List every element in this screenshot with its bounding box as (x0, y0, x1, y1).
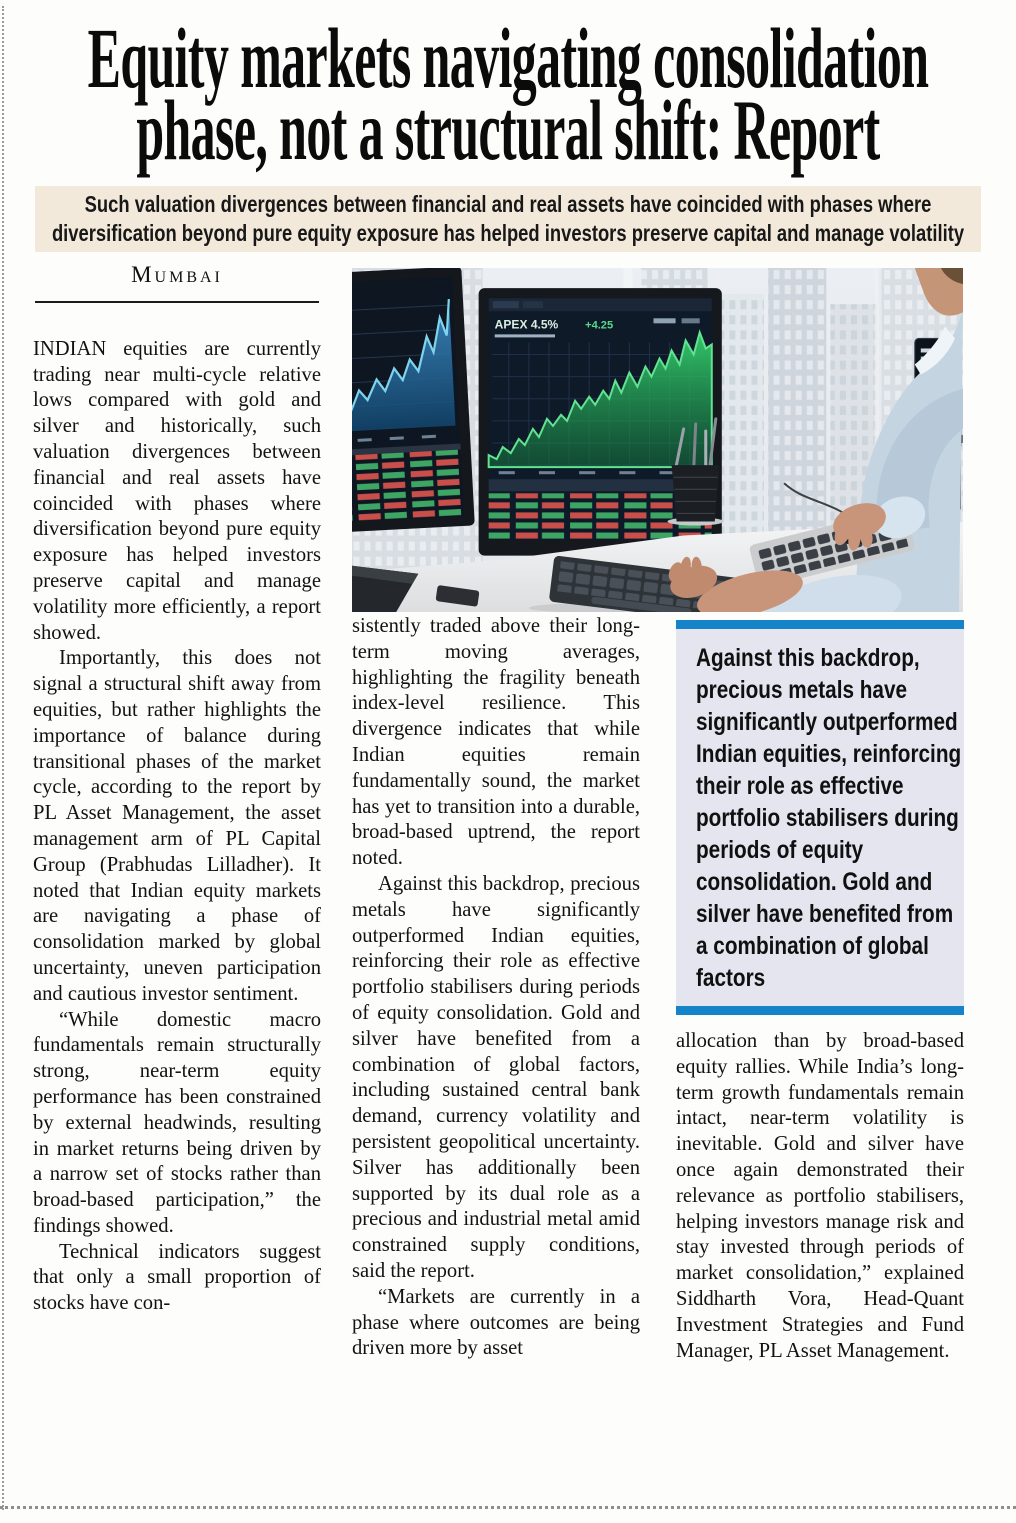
monitor-ticker-text: APEX 4.5% (494, 317, 559, 332)
headline-line-1: Equity markets navigating consolidation (87, 10, 929, 106)
article-photo (352, 268, 963, 612)
dateline: Mumbai (35, 262, 319, 303)
paragraph: Against this backdrop, precious metals have significantly outperformed Indian equities, reinforcing their role as effective portfolio stabilisers during periods of equity consolidation. Gold and silver have benefited from a combination of global factors, including sustained central bank demand, currency volatility and persistent geopolitical uncertainty. Silver has additionally been supported by its dual role as a precious and industrial metal amid constrained supply conditions, said the report. (352, 872, 640, 1282)
pull-quote-bottom-bar (676, 1006, 964, 1015)
watchlist-table (352, 450, 464, 524)
bottom-section-rule (0, 1506, 1016, 1509)
subheadline-line-2: diversification beyond pure equity exposure has helped investors preserve capital and manage volatility (51, 220, 965, 246)
pull-quote-text: Against this backdrop, precious metals have significantly outperformed Indian equities, reinforcing their role as effective portfolio stabilisers during periods of equity consolidation. Gold and silver have benefited from a combination of global factors (696, 644, 962, 992)
paragraph: allocation than by broad-based equity rallies. While India’s long-term growth fundamentals remain intact, near-term volatility is inevitable. Gold and silver have once again demonstrated their relevance as portfolio stabilisers, helping investors manage risk and stay invested through periods of market consolidation,” explained Siddharth Vora, Head-Quant Investment Strategies and Fund Manager, PL Asset Management. (676, 1030, 964, 1362)
left-monitor (352, 268, 475, 534)
pull-quote-box (676, 620, 964, 1015)
paragraph: “Markets are currently in a phase where outcomes are being driven more by asset (352, 1285, 640, 1360)
article-column-3 (676, 616, 964, 1503)
left-column-divider-rule (2, 6, 4, 1510)
paragraph: “While domestic macro fundamentals remain structurally strong, near-term equity performance has been constrained by external headwinds, resulting in market returns being driven by a narrow set of stocks rather than broad-based participation,” the findings showed. (33, 1008, 321, 1237)
monitor-ticker-change: +4.25 (585, 319, 614, 332)
headline-line-2: phase, not a structural shift: Report (136, 82, 880, 178)
trading-desk-photo-illustration (352, 268, 963, 612)
article-column-1 (33, 262, 321, 1503)
paragraph: sistently traded above their long-term moving averages, highlighting the fragility beneath index-level resilience. This divergence indicates that while Indian equities remain fundamentally sound, the market has yet to transition into a durable, broad-based uptrend, the report noted. (352, 615, 640, 870)
article-headline (1, 10, 1016, 178)
pull-quote-top-bar (676, 620, 964, 629)
paragraph: INDIAN equities are currently trading near multi-cycle relative lows compared with gold and silver and historically, such valuation divergences between financial and real assets have coincided with phases where diversification beyond pure equity exposure has helped investors preserve capital and manage volatility more efficiently, a report showed. (33, 337, 321, 644)
paragraph: Technical indicators suggest that only a small proportion of stocks have con- (33, 1240, 321, 1315)
subheadline-line-1: Such valuation divergences between financial and real assets have coincided with phases where (84, 191, 932, 217)
article-column-2 (352, 614, 640, 1503)
article-subheadline (35, 186, 981, 252)
paragraph: Importantly, this does not signal a structural shift away from equities, but rather highlights the importance of balance during transitional phases of the market cycle, according to the report by PL Asset Management, the asset management arm of PL Capital Group (Prabhudas Lilladher). It noted that Indian equity markets are navigating a phase of consolidation marked by global uncertainty, uneven participation and cautious investor sentiment. (33, 647, 321, 1005)
